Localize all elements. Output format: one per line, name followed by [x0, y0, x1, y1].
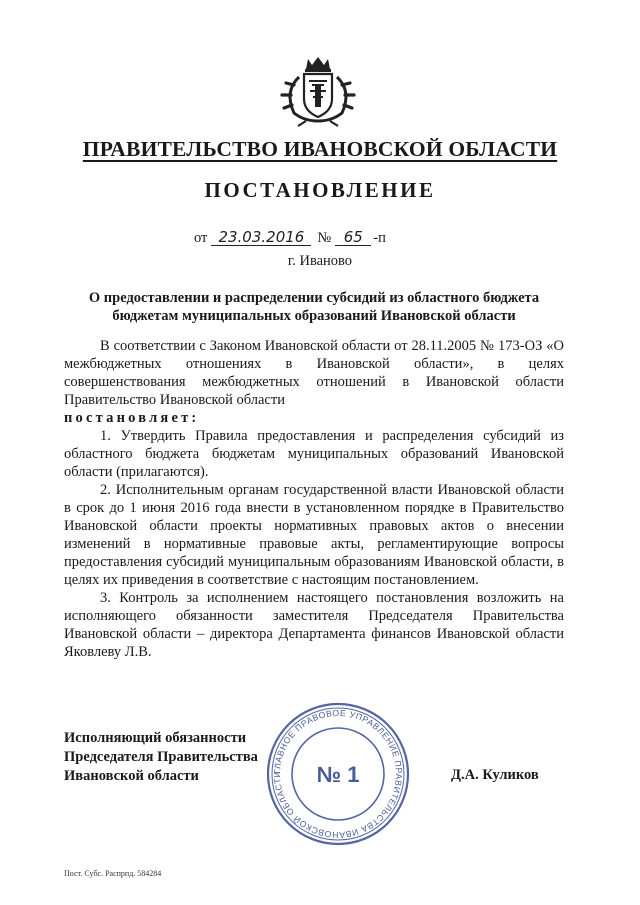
signature-block — [64, 729, 258, 786]
footer-note: Пост. Субс. Распрпд. 584284 — [64, 869, 162, 878]
number-suffix: -п — [373, 230, 386, 246]
official-stamp — [262, 698, 414, 850]
signer-name: Д.А. Куликов — [451, 767, 539, 783]
resolves-word: постановляет: — [64, 410, 200, 426]
subject-line: О предоставлении и распределении субсидий из областного бюджета — [88, 290, 540, 306]
document-subject — [64, 289, 564, 325]
document-type: ПОСТАНОВЛЕНИЕ — [204, 178, 436, 202]
stamp-ring-text: ГЛАВНОЕ ПРАВОВОЕ УПРАВЛЕНИЕ ПРАВИТЕЛЬСТВА ИВАНОВСКОЙ ОБЛАСТИ — [271, 707, 405, 841]
date-number-line — [194, 229, 386, 247]
stamp-number: № 1 — [316, 762, 360, 787]
intro-text: В соответствии с Законом Ивановской области от 28.11.2005 № 173-ОЗ «О межбюджетных отношениях в Ивановской области», в целях совершенствования межбюджетных отношений в Ивановской области Правительство Ивановской области — [64, 338, 564, 408]
signer-position: Исполняющий обязанности — [64, 730, 247, 746]
document-number: 65 — [335, 229, 371, 246]
resolves-paragraph — [64, 409, 564, 427]
subject-line: бюджетам муниципальных образований Ивановской области — [112, 308, 516, 324]
list-item: 1. Утвердить Правила предоставления и распределения субсидий из областного бюджета бюджетам муниципальных образований Ивановской области (прилагаются). — [64, 428, 564, 480]
city: г. Иваново — [287, 253, 353, 269]
list-item: 2. Исполнительным органам государственной власти Ивановской области в срок до 1 июня 2016 года внести в установленном порядке в Правительство Ивановской области проекты нормативных правовых актов о внесении изменений в нормативные правовые акты, регламентирующие вопросы предоставления субсидий муниципальным образованиям Ивановской области, в целях их приведения в соответствие с настоящим постановлением. — [64, 482, 564, 588]
from-label: от — [194, 230, 208, 246]
intro-paragraph — [64, 337, 564, 409]
government-title: ПРАВИТЕЛЬСТВО ИВАНОВСКОЙ ОБЛАСТИ — [82, 137, 558, 161]
document-date: 23.03.2016 — [211, 229, 311, 246]
signer-position: Председателя Правительства — [64, 749, 258, 765]
signer-position: Ивановской области — [64, 768, 199, 784]
document-body — [64, 337, 564, 661]
number-label: № — [317, 230, 332, 246]
list-item: 3. Контроль за исполнением настоящего постановления возложить на исполняющего обязанности заместителя Председателя Правительства Ивановской области – директора Департамента финансов Ивановской области Яковлеву Л.В. — [64, 590, 564, 660]
ivanovo-coat-of-arms-icon — [268, 55, 368, 127]
